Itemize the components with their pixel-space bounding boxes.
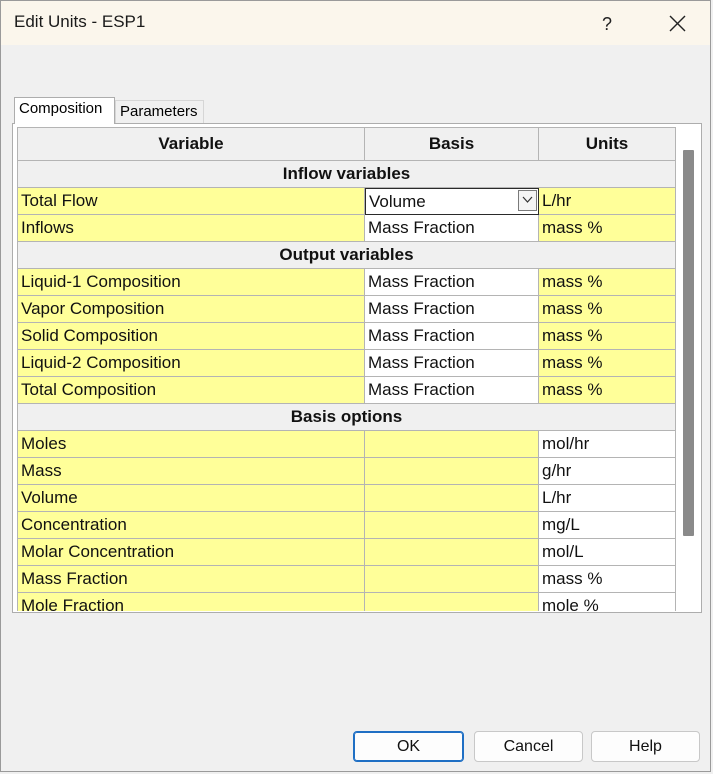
units-cell[interactable]: mole % [539,593,676,611]
help-title-button[interactable]: ? [601,14,612,34]
units-cell[interactable]: mol/hr [539,431,676,458]
units-cell[interactable]: mass % [539,350,676,377]
table-row [17,296,676,323]
units-cell[interactable]: mass % [539,566,676,593]
group-header-row [17,161,676,188]
units-cell[interactable]: mass % [539,215,676,242]
variable-cell: Volume [17,485,365,512]
units-cell[interactable]: mass % [539,296,676,323]
units-cell[interactable]: mol/L [539,539,676,566]
basis-cell[interactable] [365,566,539,593]
chevron-down-icon[interactable] [518,190,537,211]
tab-parameters[interactable]: Parameters [115,100,204,124]
units-grid [17,127,676,611]
table-row [17,458,676,485]
group-title: Inflow variables [17,161,676,188]
units-cell[interactable]: mg/L [539,512,676,539]
basis-dropdown-value: Volume [369,192,426,211]
units-grid-viewport [17,127,676,611]
units-cell[interactable]: L/hr [539,188,676,215]
units-cell[interactable]: g/hr [539,458,676,485]
basis-cell[interactable]: Mass Fraction [365,215,539,242]
table-row [17,377,676,404]
units-cell[interactable]: mass % [539,323,676,350]
close-icon [661,9,693,39]
vertical-scrollbar-thumb[interactable] [683,150,694,536]
group-title: Output variables [17,242,676,269]
column-header-variable: Variable [17,127,365,161]
basis-cell[interactable] [365,512,539,539]
basis-cell[interactable]: Mass Fraction [365,377,539,404]
variable-cell: Inflows [17,215,365,242]
basis-cell[interactable] [365,458,539,485]
variable-cell: Solid Composition [17,323,365,350]
units-panel [12,123,702,613]
table-row [17,566,676,593]
basis-cell[interactable]: Mass Fraction [365,296,539,323]
table-row [17,188,676,215]
grid-body [17,161,676,611]
group-title: Basis options [17,404,676,431]
table-row [17,215,676,242]
group-header-row [17,242,676,269]
variable-cell: Moles [17,431,365,458]
close-button[interactable] [661,9,693,39]
table-row [17,350,676,377]
variable-cell: Concentration [17,512,365,539]
variable-cell: Mass Fraction [17,566,365,593]
column-header-basis: Basis [365,127,539,161]
tab-composition[interactable]: Composition [14,97,115,124]
table-row [17,539,676,566]
basis-cell[interactable]: Mass Fraction [365,350,539,377]
table-row [17,485,676,512]
table-row [17,269,676,296]
basis-cell[interactable] [365,485,539,512]
variable-cell: Total Flow [17,188,365,215]
table-row [17,512,676,539]
basis-cell[interactable]: Mass Fraction [365,269,539,296]
basis-cell[interactable] [365,431,539,458]
help-button[interactable]: Help [591,731,700,762]
window-title: Edit Units - ESP1 [14,12,146,31]
variable-cell: Mass [17,458,365,485]
variable-cell: Molar Concentration [17,539,365,566]
title-bar [1,1,710,45]
table-row [17,323,676,350]
variable-cell: Mole Fraction [17,593,365,611]
variable-cell: Liquid-1 Composition [17,269,365,296]
variable-cell: Total Composition [17,377,365,404]
cancel-button[interactable]: Cancel [474,731,583,762]
ok-button[interactable]: OK [353,731,464,762]
units-cell[interactable]: mass % [539,269,676,296]
table-row [17,431,676,458]
variable-cell: Liquid-2 Composition [17,350,365,377]
variable-cell: Vapor Composition [17,296,365,323]
grid-header-row [17,127,676,161]
column-header-units: Units [539,127,676,161]
basis-cell[interactable]: Mass Fraction [365,323,539,350]
basis-dropdown[interactable] [365,188,539,215]
basis-cell[interactable] [365,593,539,611]
units-cell[interactable]: mass % [539,377,676,404]
units-cell[interactable]: L/hr [539,485,676,512]
basis-cell[interactable] [365,539,539,566]
group-header-row [17,404,676,431]
table-row [17,593,676,611]
